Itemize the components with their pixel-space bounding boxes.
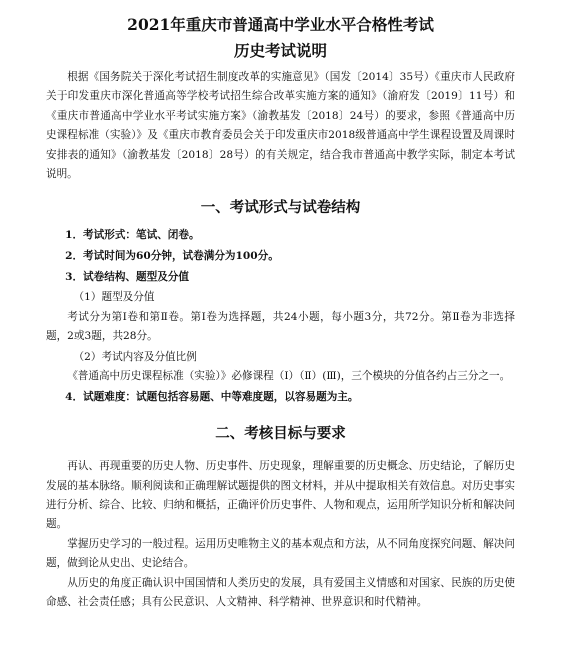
- difficulty-item: 4．试题难度：试题包括容易题、中等难度题，以容易题为主。: [65, 390, 359, 403]
- document-subtitle: 历史考试说明: [233, 41, 327, 60]
- objectives-paragraph-1: 再认、再现重要的历史人物、历史事件、历史现象，理解重要的历史概念、历史结论，了解历史发展的基本脉络。顺利阅读和正确理解试题提供的图文材料，并从中提取相关有效信息。对历史事实进行分析、综合、比较、归纳和概括，正确评价历史事件、人物和观点，运用所学知识分析和解决问题。: [46, 460, 515, 531]
- document-title: 2021年重庆市普通高中学业水平合格性考试: [127, 15, 434, 34]
- exam-time-item: 2．考试时间为60分钟，试卷满分为100分。: [65, 250, 279, 263]
- paper-structure-item: 3．试卷结构、题型及分值: [65, 270, 189, 283]
- objectives-paragraph-3: 从历史的角度正确认识中国国情和人类历史的发展，具有爱国主义情感和对国家、民族的历史使命感、社会责任感；具有公民意识、人文精神、科学精神、世界意识和时代精神。: [46, 576, 515, 609]
- section-2-heading: 二、考核目标与要求: [215, 425, 346, 443]
- objectives-paragraph-2: 掌握历史学习的一般过程。运用历史唯物主义的基本观点和方法，从不同角度探究问题、解决问题，做到论从史出、史论结合。: [46, 537, 515, 570]
- content-ratio-text: 《普通高中历史课程标准（实验）》必修课程（Ⅰ）（Ⅱ）(Ⅲ)，三个模块的分值各约占三分之一。: [67, 370, 511, 383]
- question-types-heading: （1）题型及分值: [73, 291, 155, 304]
- content-ratio-heading: （2）考试内容及分值比例: [73, 350, 197, 363]
- question-types-text: 考试分为第Ⅰ卷和第Ⅱ卷。第Ⅰ卷为选择题，共24小题，每小题3分，共72分。第Ⅱ卷为非选择题，2或3题，共28分。: [46, 310, 515, 343]
- intro-paragraph: 根据《国务院关于深化考试招生制度改革的实施意见》（国发〔2014〕35号）《重庆市人民政府关于印发重庆市深化普通高等学校考试招生综合改革实施方案的通知》（渝府发〔2019〕11号）和《重庆市普通高中学业水平考试实施方案》（渝教基发〔2018〕24号）的要求，参照《普通高中历史课程标准（实验）》及《重庆市教育委员会关于印发重庆市2018级普通高中学生课程设置及周课时安排表的通知》（渝教基发〔2018〕28号）的有关规定，结合我市普通高中教学实际，制定本考试说明。: [46, 71, 515, 181]
- section-1-heading: 一、考试形式与试卷结构: [200, 199, 361, 217]
- exam-format-item: 1．考试形式：笔试、闭卷。: [65, 229, 200, 242]
